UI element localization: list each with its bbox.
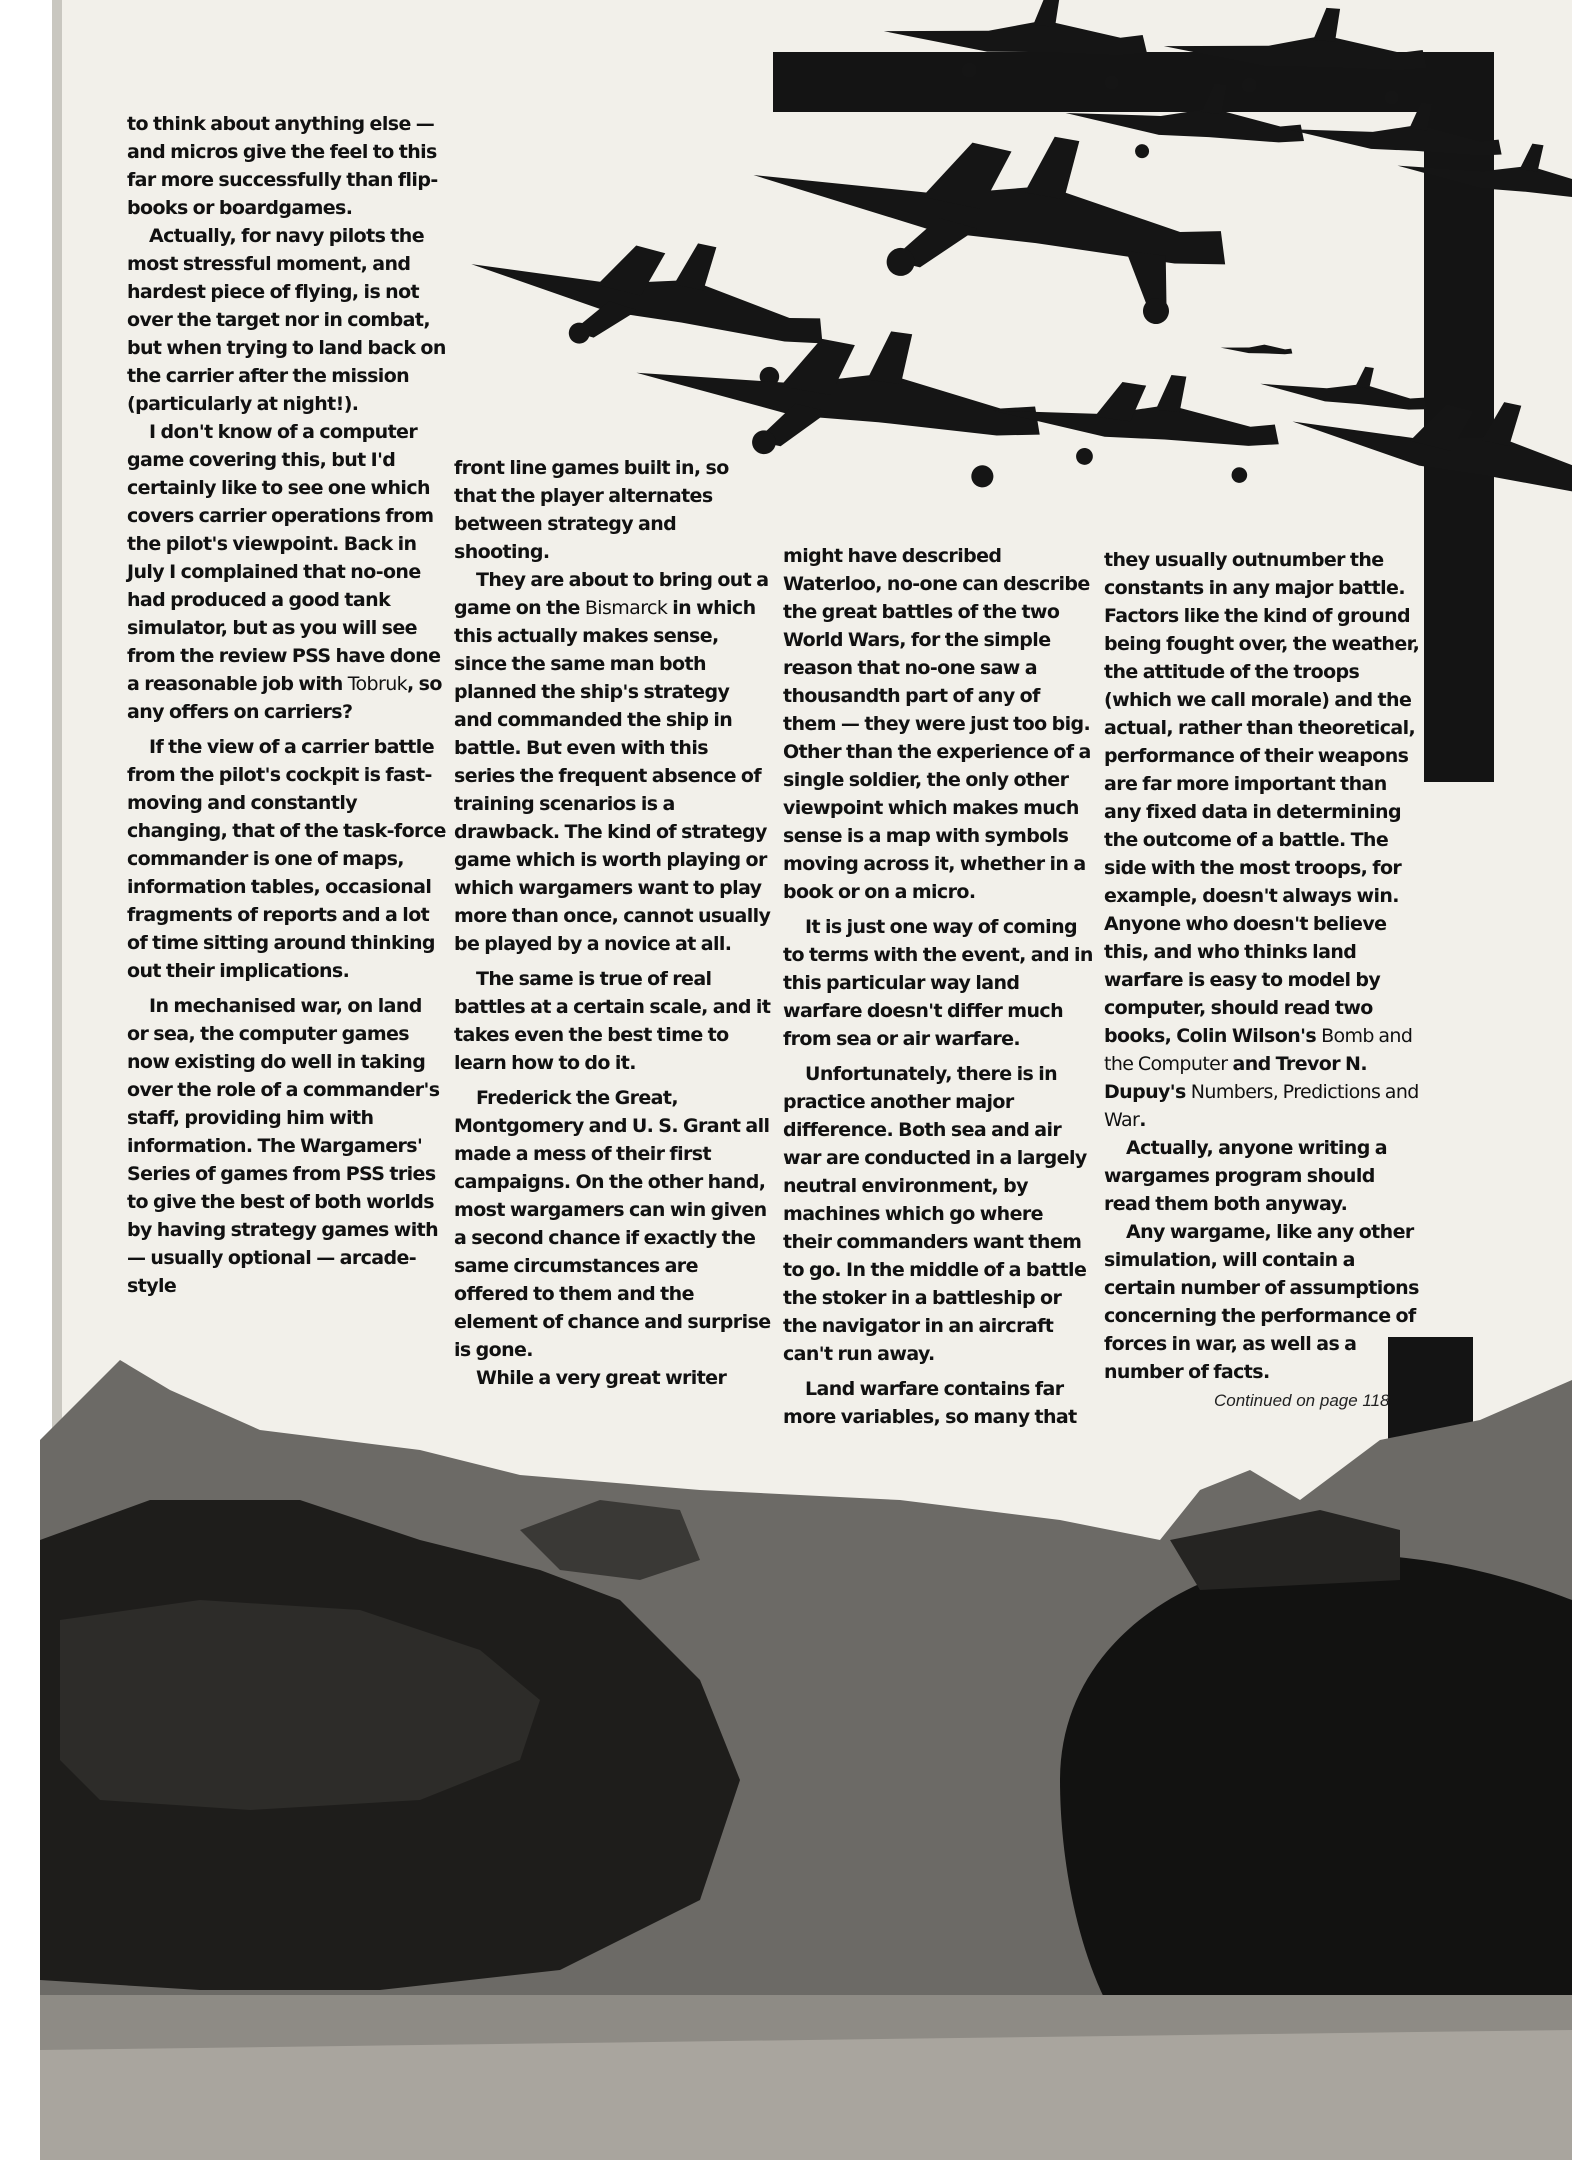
continued-note: Continued on page 118: [1214, 1391, 1390, 1410]
paragraph: While a very great writer: [476, 1367, 727, 1389]
paragraph: Any wargame, like any other simulation, will contain a certain number of assumptions concerning the performance of forces in war, as well as a number of facts.: [1104, 1221, 1419, 1383]
paragraph: Frederick the Great, Montgomery and U. S. Grant all made a mess of their first campaigns. On the other hand, most wargamers can win given a second chance if exactly the same circumstances are offered to them and the element of chance and surprise is gone.: [454, 1087, 771, 1361]
book-title: Numbers, Predictions and War: [1104, 1081, 1419, 1131]
paragraph: The same is true of real battles at a certain scale, and it takes even the best time to learn how to do it.: [454, 968, 771, 1074]
article-column-1: [127, 110, 447, 1300]
paragraph: they usually outnumber the constants in any major battle. Factors like the kind of ground being fought over, the weather, the attitude of the troops (which we call morale) and the actual, rather than theoretical, performance of their weapons are far more important than any fixed data in determining the outcome of a battle. The side with the most troops, for example, doesn't always win. Anyone who doesn't believe this, and who thinks land warfare is easy to model by computer, should read two books, Colin Wilson's Bomb and the Computer and Trevor N. Dupuy's Numbers, Predictions and War.: [1104, 549, 1420, 1131]
book-title: Tobruk: [347, 673, 408, 695]
book-title: Bomb and the Computer: [1104, 1025, 1413, 1075]
paragraph: They are about to bring out a game on the Bismarck in which this actually makes sense, since the same man both planned the ship's strategy and commanded the ship in battle. But even with this series the frequent absence of training scenarios is a drawback. The kind of strategy game which is worth playing or which wargamers want to play more than once, cannot usually be played by a novice at all.: [454, 569, 771, 955]
paragraph: In mechanised war, on land or sea, the computer games now existing do well in taking over the role of a commander's staff, providing him with information. The Wargamers' Series of games from PSS tries to give the best of both worlds by having strategy games with — usually optional — arcade-style: [127, 995, 440, 1297]
paragraph: Land warfare contains far more variables, so many that: [783, 1378, 1077, 1428]
paragraph: If the view of a carrier battle from the pilot's cockpit is fast-moving and constantly changing, that of the task-force commander is one of maps, information tables, occasional fragments of reports and a lot of time sitting around thinking out their implications.: [127, 736, 446, 982]
article-column-3: [783, 542, 1095, 1431]
tank-photo: [40, 1360, 1572, 2160]
paragraph: Actually, anyone writing a wargames program should read them both anyway.: [1104, 1137, 1387, 1215]
paragraph: It is just one way of coming to terms with the event, and in this particular way land warfare doesn't differ much from sea or air warfare.: [783, 916, 1093, 1050]
paragraph: I don't know of a computer game covering this, but I'd certainly like to see one which covers carrier operations from the pilot's viewpoint. Back in July I complained that no-one had produced a good tank simulator, but as you will see from the review PSS have done a reasonable job with Tobruk, so any offers on carriers?: [127, 421, 442, 723]
paragraph: Unfortunately, there is in practice another major difference. Both sea and air war are conducted in a largely neutral environment, by machines which go where their commanders want them to go. In the middle of a battle the stoker in a battleship or the navigator in an aircraft can't run away.: [783, 1063, 1087, 1365]
article-column-4: [1104, 546, 1420, 1386]
paragraph: Actually, for navy pilots the most stressful moment, and hardest piece of flying, is not over the target nor in combat, but when trying to land back on the carrier after the mission (particularly at night!).: [127, 225, 446, 415]
article-column-2: [454, 454, 772, 1392]
paragraph: front line games built in, so that the player alternates between strategy and shooting.: [454, 457, 729, 563]
paragraph: might have described Waterloo, no-one can describe the great battles of the two World Wars, for the simple reason that no-one saw a thousandth part of any of them — they were just too big. Other than the experience of a single soldier, the only other viewpoint which makes much sense is a map with symbols moving across it, whether in a book or on a micro.: [783, 545, 1091, 903]
book-title: Bismarck: [584, 597, 668, 619]
paragraph: to think about anything else — and micros give the feel to this far more successfully than flip-books or boardgames.: [127, 113, 438, 219]
